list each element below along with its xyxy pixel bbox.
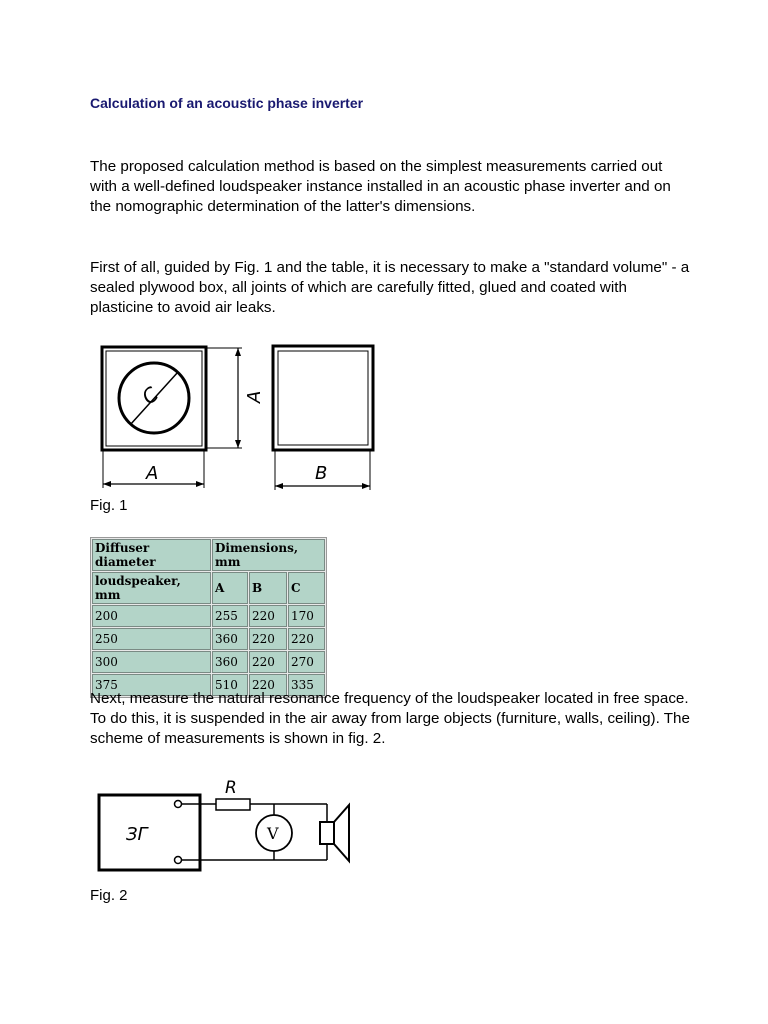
table-header-diameter-unit: loudspeaker, mm <box>92 572 211 604</box>
table-cell: 360 <box>212 628 248 650</box>
generator-terminal-top <box>175 801 182 808</box>
table-cell: 170 <box>288 605 325 627</box>
table-row <box>92 651 325 673</box>
generator-terminal-bottom <box>175 857 182 864</box>
generator-label: ЗГ <box>126 824 148 845</box>
width-label: A <box>146 463 159 484</box>
table-subheader-b: B <box>249 572 287 604</box>
table-header-diameter: Diffuser diameter <box>92 539 211 571</box>
table-header-dimensions: Dimensions, mm <box>212 539 325 571</box>
table-cell: 220 <box>288 628 325 650</box>
table-cell: 335 <box>288 674 325 696</box>
diameter-label: C <box>137 381 164 410</box>
table-cell: 200 <box>92 605 211 627</box>
box-side-inner <box>278 351 368 445</box>
figure-1-box-diagram <box>90 340 380 492</box>
figure-1-caption: Fig. 1 <box>90 497 128 514</box>
table-cell: 360 <box>212 651 248 673</box>
table-subheader-a: A <box>212 572 248 604</box>
speaker-cone <box>334 805 349 861</box>
table-subheader-c: C <box>288 572 325 604</box>
table-cell: 220 <box>249 605 287 627</box>
table-cell: 300 <box>92 651 211 673</box>
table-cell: 220 <box>249 674 287 696</box>
table-cell: 510 <box>212 674 248 696</box>
dimensions-table <box>90 537 327 698</box>
generator-box <box>99 795 200 870</box>
resistor <box>216 799 250 810</box>
voltmeter-label: V <box>267 824 279 843</box>
table-row <box>92 605 325 627</box>
speaker-magnet <box>320 822 334 844</box>
table-cell: 255 <box>212 605 248 627</box>
page-title: Calculation of an acoustic phase inverter <box>90 95 364 111</box>
table-cell: 220 <box>249 628 287 650</box>
table-cell: 270 <box>288 651 325 673</box>
paragraph-resonance: Next, measure the natural resonance frequency of the loudspeaker located in free space. To do this, it is suspended in the air away from large objects (furniture, walls, ceiling). The scheme of measurements is shown in fig. 2. <box>90 690 690 748</box>
table-row <box>92 628 325 650</box>
figure-2-caption: Fig. 2 <box>90 887 128 904</box>
depth-label: B <box>315 463 328 484</box>
resistor-label: R <box>225 778 237 798</box>
paragraph-standard-volume: First of all, guided by Fig. 1 and the table, it is necessary to make a "standard volume" - a sealed plywood box, all joints of which are carefully fitted, glued and coated with plasticine to avoid air leaks. <box>90 259 690 317</box>
table-cell: 375 <box>92 674 211 696</box>
height-label: A <box>244 390 265 403</box>
table-cell: 250 <box>92 628 211 650</box>
table-cell: 220 <box>249 651 287 673</box>
figure-2-circuit-diagram <box>90 768 362 880</box>
paragraph-intro: The proposed calculation method is based on the simplest measurements carried out with a well-defined loudspeaker instance installed in an acoustic phase inverter and on the nomographic determination of the latter's dimensions. <box>90 158 671 216</box>
box-side-outer <box>273 346 373 450</box>
